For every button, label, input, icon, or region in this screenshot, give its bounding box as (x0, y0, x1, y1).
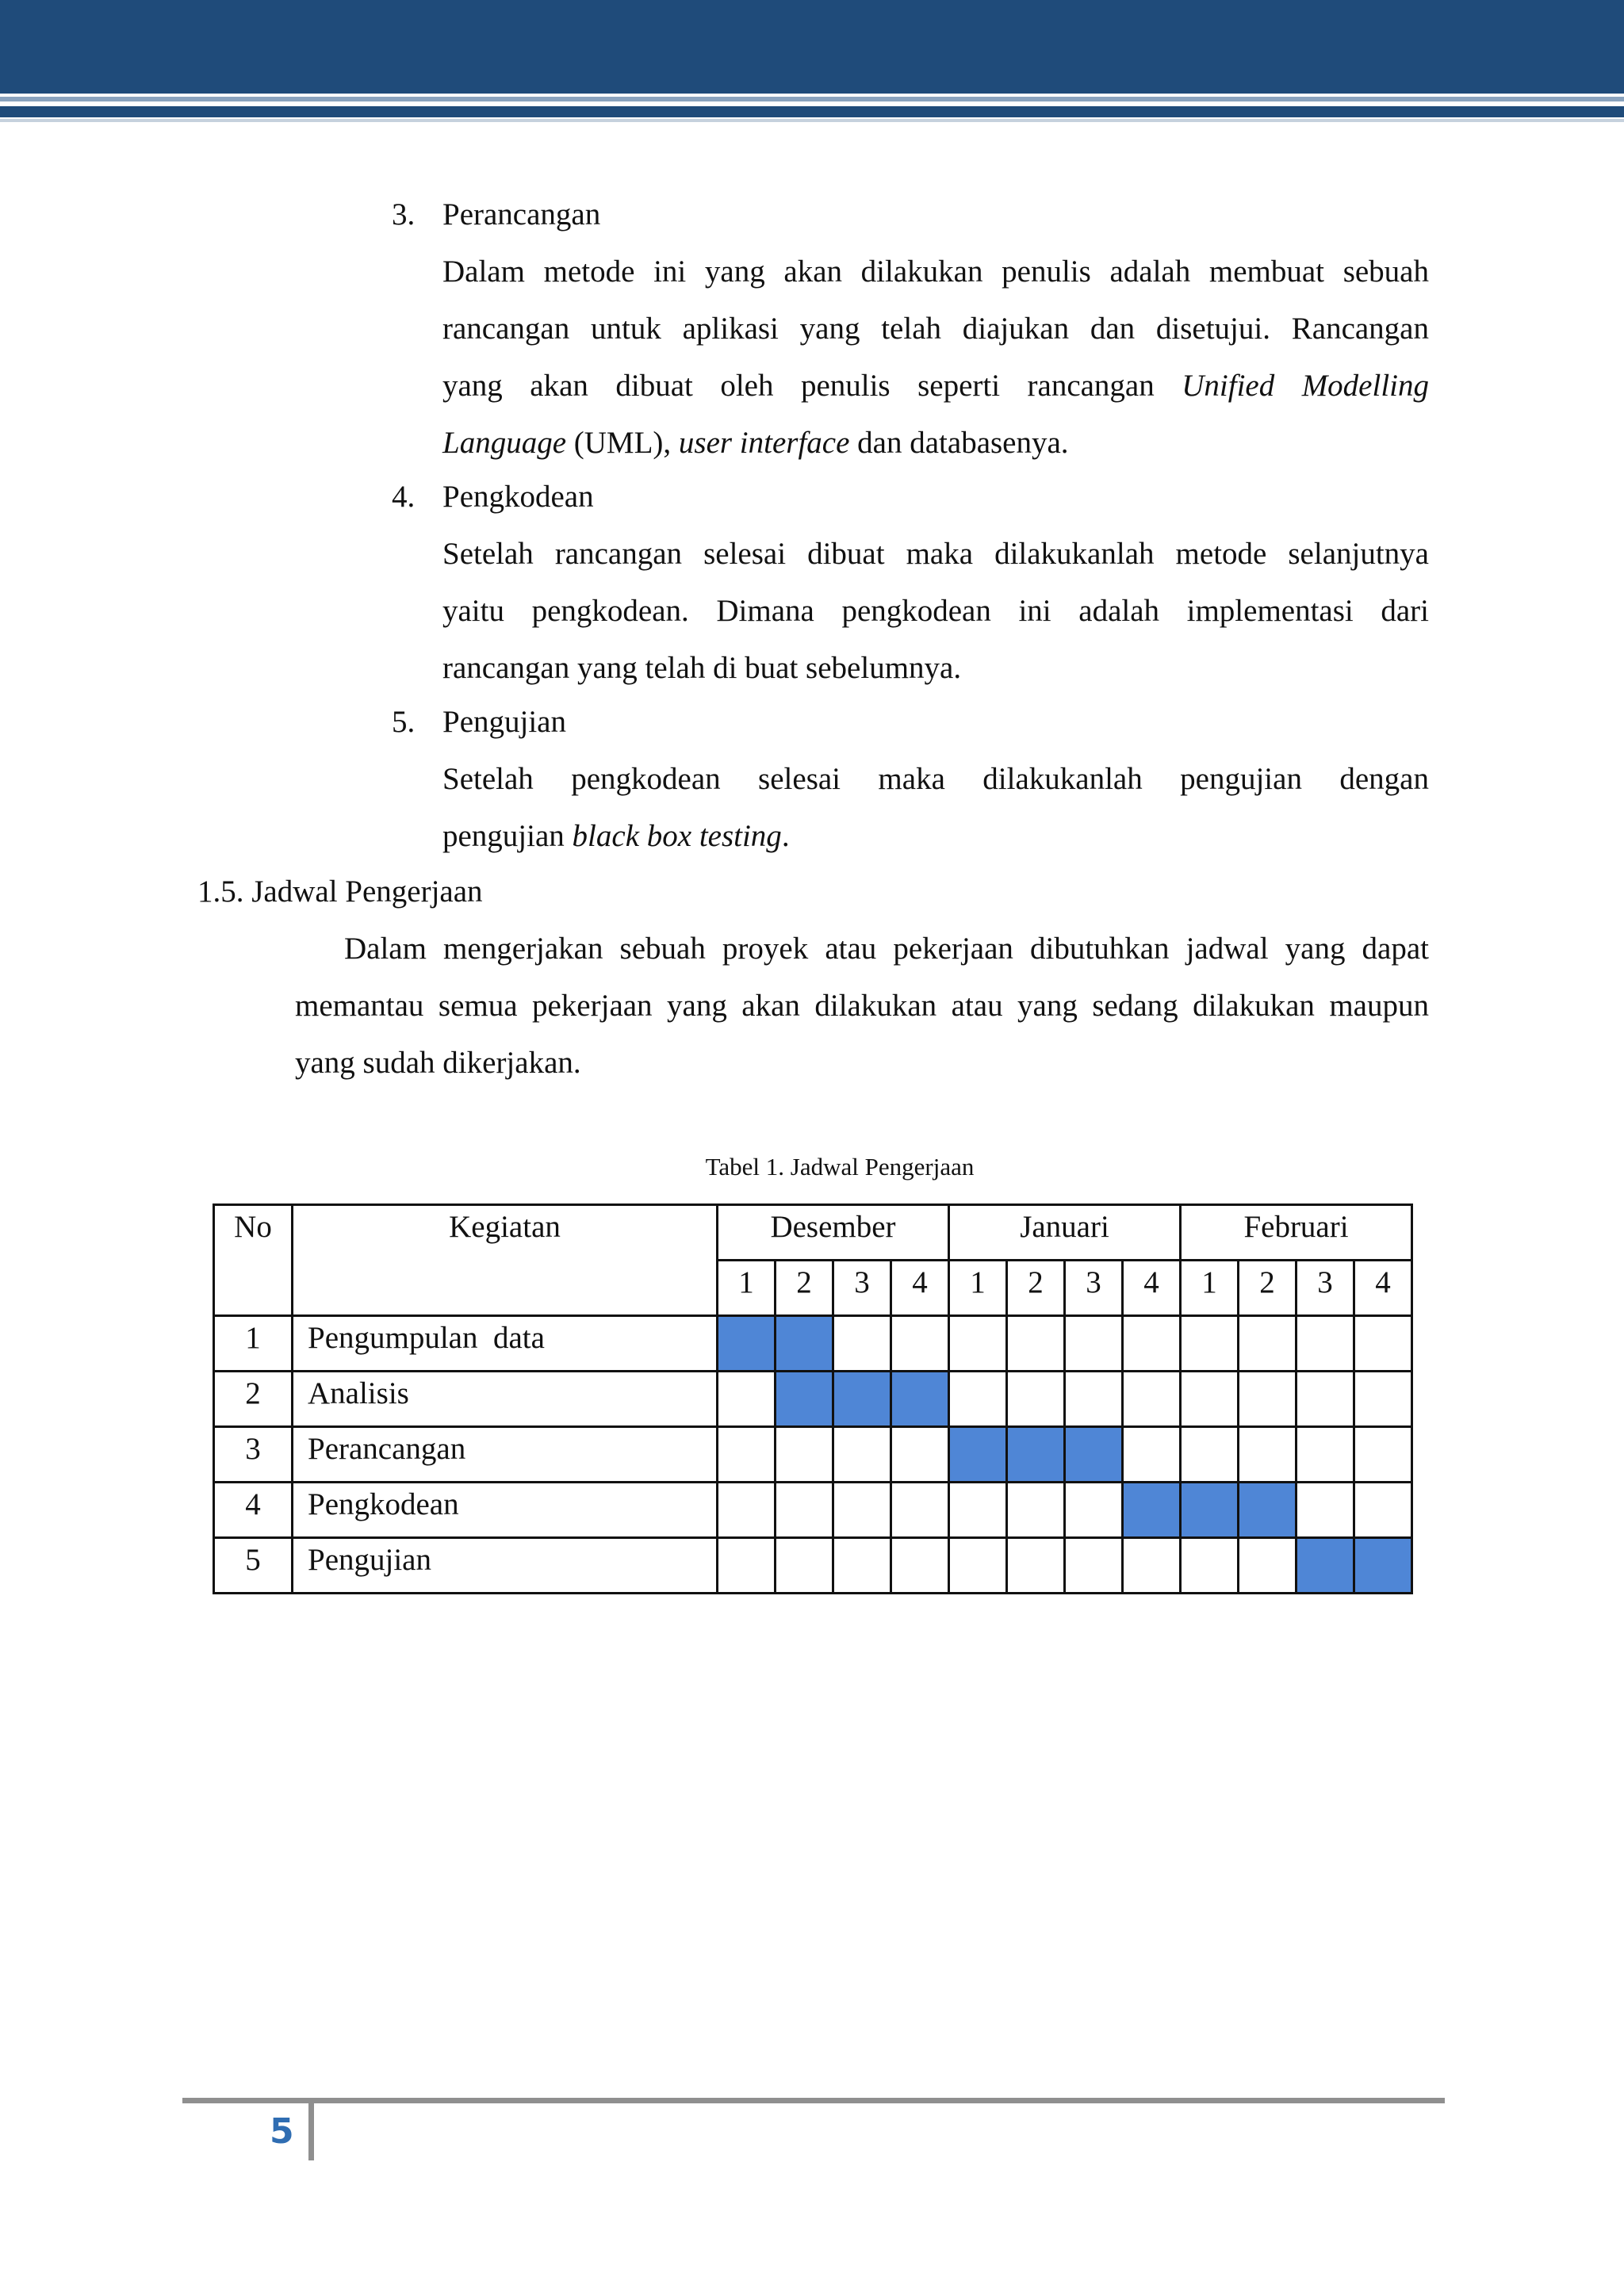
schedule-cell-filled (949, 1427, 1007, 1483)
header-week: 2 (1007, 1261, 1065, 1316)
schedule-cell-filled (1007, 1427, 1065, 1483)
italic-term: black box testing (572, 819, 782, 853)
schedule-cell (1181, 1372, 1239, 1427)
activity-name: Perancangan (293, 1427, 718, 1483)
schedule-cell (1297, 1316, 1354, 1372)
schedule-cell (833, 1427, 891, 1483)
schedule-cell (833, 1316, 891, 1372)
row-number: 4 (214, 1483, 293, 1538)
schedule-cell-filled (891, 1372, 949, 1427)
item-number: 4. (392, 480, 416, 514)
schedule-cell (949, 1483, 1007, 1538)
activity-name: Pengujian (293, 1538, 718, 1594)
schedule-cell (891, 1538, 949, 1594)
schedule-cell (891, 1316, 949, 1372)
item-body (442, 526, 1429, 697)
schedule-cell-filled (1123, 1483, 1181, 1538)
header-week: 1 (1181, 1261, 1239, 1316)
activity-name: Pengumpulan data (293, 1316, 718, 1372)
italic-term: user interface (678, 426, 850, 460)
schedule-cell-filled (1065, 1427, 1123, 1483)
schedule-cell (718, 1427, 776, 1483)
para-line: yang sudah dikerjakan. (295, 1046, 581, 1080)
schedule-cell (1239, 1316, 1297, 1372)
header-month: Desember (718, 1205, 949, 1261)
header-rule (0, 119, 1624, 122)
schedule-cell (718, 1538, 776, 1594)
header-week: 2 (1239, 1261, 1297, 1316)
table-row (214, 1316, 1412, 1372)
body-line: Setelah pengkodean selesai maka dilakukanlah pengujian dengan (442, 762, 1429, 796)
row-number: 5 (214, 1538, 293, 1594)
schedule-cell (776, 1538, 833, 1594)
text-run: yang akan dibuat oleh penulis seperti rancangan (442, 369, 1182, 403)
item-body (442, 243, 1429, 472)
header-week: 4 (891, 1261, 949, 1316)
header-kegiatan: Kegiatan (293, 1205, 718, 1316)
schedule-cell (1239, 1427, 1297, 1483)
para-line: memantau semua pekerjaan yang akan dilakukan atau yang sedang dilakukan maupun (295, 989, 1429, 1023)
body-line: yaitu pengkodean. Dimana pengkodean ini adalah implementasi dari (442, 594, 1429, 628)
page-number: 5 (270, 2111, 294, 2152)
schedule-cell (1065, 1538, 1123, 1594)
italic-term: Unified Modelling (1182, 369, 1429, 403)
schedule-cell (1297, 1483, 1354, 1538)
header-week: 4 (1354, 1261, 1412, 1316)
row-number: 3 (214, 1427, 293, 1483)
schedule-cell (718, 1372, 776, 1427)
schedule-cell (1007, 1316, 1065, 1372)
schedule-table (213, 1203, 1413, 1594)
schedule-cell (949, 1372, 1007, 1427)
body-line: rancangan untuk aplikasi yang telah diajukan dan disetujui. Rancangan (442, 312, 1429, 346)
activity-name: Analisis (293, 1372, 718, 1427)
table-row (214, 1427, 1412, 1483)
body-line: rancangan yang telah di buat sebelumnya. (442, 651, 962, 685)
schedule-cell (1181, 1316, 1239, 1372)
table-caption (0, 1151, 1624, 1183)
schedule-cell (1354, 1372, 1412, 1427)
caption-text: Tabel 1. Jadwal Pengerjaan (705, 1153, 975, 1181)
row-number: 1 (214, 1316, 293, 1372)
schedule-cell-filled (1239, 1483, 1297, 1538)
text-run: pengujian (442, 819, 573, 853)
header-week: 1 (718, 1261, 776, 1316)
schedule-cell-filled (1181, 1483, 1239, 1538)
activity-name: Pengkodean (293, 1483, 718, 1538)
schedule-cell (1123, 1538, 1181, 1594)
body-line: Setelah rancangan selesai dibuat maka dilakukanlah metode selanjutnya (442, 537, 1429, 571)
header-rule (0, 106, 1624, 117)
footer-divider (308, 2103, 314, 2160)
item-title: Pengujian (442, 705, 566, 739)
schedule-cell (1123, 1316, 1181, 1372)
body-line (442, 808, 1429, 865)
schedule-cell (949, 1538, 1007, 1594)
schedule-cell-filled (833, 1372, 891, 1427)
schedule-cell-filled (1354, 1538, 1412, 1594)
header-week: 3 (1065, 1261, 1123, 1316)
schedule-cell (1239, 1538, 1297, 1594)
header-week: 3 (1297, 1261, 1354, 1316)
schedule-cell (1007, 1483, 1065, 1538)
header-band (0, 0, 1624, 94)
schedule-cell (833, 1483, 891, 1538)
section-heading: 1.5. Jadwal Pengerjaan (197, 874, 483, 909)
schedule-cell-filled (776, 1372, 833, 1427)
table-row (214, 1372, 1412, 1427)
header-rule (0, 97, 1624, 101)
schedule-cell (1123, 1372, 1181, 1427)
schedule-cell (1065, 1372, 1123, 1427)
para-line: Dalam mengerjakan sebuah proyek atau pekerjaan dibutuhkan jadwal yang dapat (344, 932, 1429, 966)
schedule-cell (1297, 1427, 1354, 1483)
schedule-cell (949, 1316, 1007, 1372)
item-number: 3. (392, 197, 416, 232)
schedule-cell (1181, 1427, 1239, 1483)
header-week: 2 (776, 1261, 833, 1316)
item-title: Perancangan (442, 197, 601, 232)
schedule-cell (1123, 1427, 1181, 1483)
text-run: . (781, 819, 790, 853)
table-row (214, 1483, 1412, 1538)
schedule-cell (1007, 1372, 1065, 1427)
header-month: Februari (1181, 1205, 1412, 1261)
table-header-row (214, 1205, 1412, 1261)
section-paragraph (295, 920, 1429, 1092)
header-week: 4 (1123, 1261, 1181, 1316)
table-row (214, 1538, 1412, 1594)
italic-term: Language (442, 426, 566, 460)
schedule-cell (1354, 1316, 1412, 1372)
schedule-cell (1239, 1372, 1297, 1427)
text-run: (UML), (566, 426, 679, 460)
item-title: Pengkodean (442, 480, 594, 514)
schedule-cell-filled (1297, 1538, 1354, 1594)
schedule-cell (1181, 1538, 1239, 1594)
schedule-cell (1007, 1538, 1065, 1594)
schedule-cell (1297, 1372, 1354, 1427)
header-week: 1 (949, 1261, 1007, 1316)
schedule-cell (833, 1538, 891, 1594)
schedule-cell (891, 1427, 949, 1483)
header-no: No (214, 1205, 293, 1316)
text-run: dan databasenya. (849, 426, 1069, 460)
schedule-cell-filled (776, 1316, 833, 1372)
schedule-cell (776, 1427, 833, 1483)
item-body (442, 751, 1429, 865)
schedule-cell-filled (718, 1316, 776, 1372)
body-line (442, 415, 1429, 472)
schedule-cell (1354, 1427, 1412, 1483)
schedule-cell (891, 1483, 949, 1538)
footer-rule (182, 2098, 1445, 2103)
header-month: Januari (949, 1205, 1181, 1261)
schedule-cell (1065, 1483, 1123, 1538)
schedule-cell (1065, 1316, 1123, 1372)
row-number: 2 (214, 1372, 293, 1427)
schedule-cell (1354, 1483, 1412, 1538)
header-week: 3 (833, 1261, 891, 1316)
schedule-cell (776, 1483, 833, 1538)
body-line: Dalam metode ini yang akan dilakukan penulis adalah membuat sebuah (442, 254, 1429, 289)
item-number: 5. (392, 705, 416, 739)
schedule-cell (718, 1483, 776, 1538)
body-line (442, 358, 1429, 415)
